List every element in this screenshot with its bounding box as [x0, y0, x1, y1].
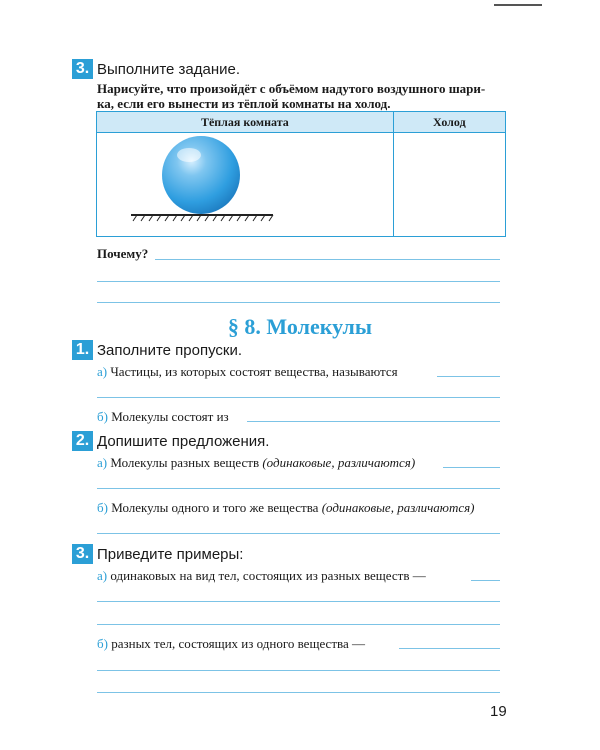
- task-number-badge: 2 .: [72, 431, 93, 451]
- task-text-line-2: ка, если его вынести из тёплой комнаты на холод.: [97, 96, 391, 111]
- item-label: б): [97, 636, 108, 651]
- answer-line[interactable]: [97, 397, 500, 398]
- balloon-table: [96, 111, 506, 237]
- item-b: [97, 636, 365, 652]
- task-title: Заполните пропуски.: [97, 342, 243, 359]
- why-label: Почему?: [97, 246, 149, 261]
- answer-line[interactable]: [155, 259, 500, 260]
- item-label: б): [97, 409, 108, 424]
- answer-line[interactable]: [247, 421, 500, 422]
- column-header-warm-room: Тёплая комната: [97, 112, 394, 133]
- answer-line[interactable]: [97, 488, 500, 489]
- task-number-badge: 3 .: [72, 59, 93, 79]
- answer-line[interactable]: [97, 281, 500, 282]
- warm-room-cell: [97, 133, 394, 237]
- answer-line[interactable]: [437, 376, 500, 377]
- cold-cell-drawing-area[interactable]: [393, 133, 505, 237]
- item-b: [97, 500, 475, 516]
- task-number-badge: 1 .: [72, 340, 93, 360]
- item-text: Молекулы разных веществ: [110, 455, 260, 470]
- balloon-sphere: [162, 136, 240, 214]
- task-number-badge: 3 .: [72, 544, 93, 564]
- answer-line[interactable]: [399, 648, 500, 649]
- item-label: а): [97, 568, 108, 583]
- balloon-drawing: [97, 133, 301, 236]
- item-label: а): [97, 455, 108, 470]
- task-title: Допишите предложения.: [97, 433, 270, 450]
- item-label: б): [97, 500, 108, 515]
- answer-line[interactable]: [471, 580, 500, 581]
- item-a: [97, 364, 398, 380]
- answer-line[interactable]: [97, 624, 500, 625]
- item-hint: (одинаковые, различаются): [321, 500, 475, 515]
- task-title: Приведите примеры:: [97, 546, 244, 563]
- answer-line[interactable]: [97, 670, 500, 671]
- column-header-cold: Холод: [393, 112, 505, 133]
- item-text: Молекулы одного и того же вещества: [111, 500, 319, 515]
- top-rule: [494, 4, 542, 6]
- item-b: [97, 409, 229, 425]
- page-number: 19: [490, 703, 507, 720]
- section-title: § 8. Молекулы: [227, 314, 373, 339]
- answer-line[interactable]: [443, 467, 500, 468]
- item-label: а): [97, 364, 108, 379]
- answer-line[interactable]: [97, 533, 500, 534]
- answer-line[interactable]: [97, 601, 500, 602]
- item-hint: (одинаковые, различаются): [262, 455, 416, 470]
- answer-line[interactable]: [97, 302, 500, 303]
- task-title: Выполните задание.: [97, 61, 241, 78]
- item-text: Частицы, из которых состоят вещества, называются: [110, 364, 398, 379]
- item-text: Молекулы состоят из: [111, 409, 229, 424]
- item-a: [97, 455, 415, 471]
- item-text: разных тел, состоящих из одного вещества —: [111, 636, 365, 651]
- item-text: одинаковых на вид тел, состоящих из разных веществ —: [110, 568, 426, 583]
- answer-line[interactable]: [97, 692, 500, 693]
- task-text-line-1: Нарисуйте, что произойдёт с объёмом надутого воздушного шари-: [97, 81, 486, 96]
- item-a: [97, 568, 426, 584]
